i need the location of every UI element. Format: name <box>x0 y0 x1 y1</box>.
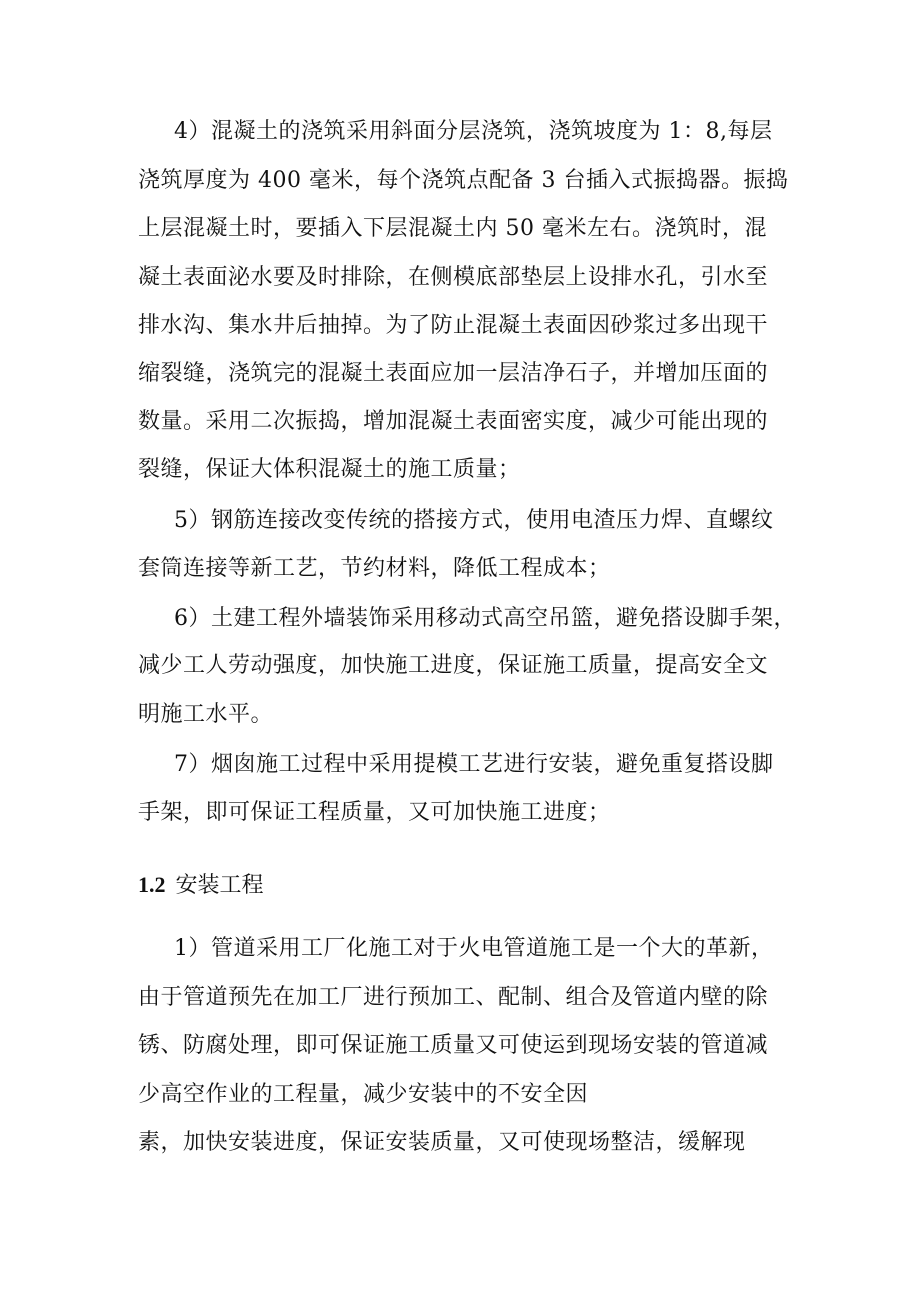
install-para1-line-4: 少高空作业的工程量，减少安装中的不安全因 <box>138 1082 589 1107</box>
para6-line-3: 明施工水平。 <box>138 702 274 727</box>
para6-line-1: 6）土建工程外墙装饰采用移动式高空吊篮，避免搭设脚手架， <box>174 606 796 631</box>
para7-line-2: 手架，即可保证工程质量，又可加快施工进度； <box>138 800 611 825</box>
section-number: 1.2 <box>138 872 166 897</box>
para5-line-2: 套筒连接等新工艺，节约材料，降低工程成本； <box>138 556 611 581</box>
para4-line-1: 4）混凝土的浇筑采用斜面分层浇筑，浇筑坡度为 1：8,每层 <box>174 119 773 144</box>
install-para1-line-5: 素，加快安装进度，保证安装质量，又可使现场整洁，缓解现 <box>138 1130 746 1155</box>
para4-line-6: 缩裂缝，浇筑完的混凝土表面应加一层洁净石子，并增加压面的 <box>138 361 769 386</box>
para4-line-5: 排水沟、集水井后抽掉。为了防止混凝土表面因砂浆过多出现干 <box>138 313 769 338</box>
para6-line-2: 减少工人劳动强度，加快施工进度，保证施工质量，提高安全文 <box>138 653 769 678</box>
para4-line-8: 裂缝，保证大体积混凝土的施工质量； <box>138 457 521 482</box>
install-para1-line-3: 锈、防腐处理，即可保证施工质量又可使运到现场安装的管道减 <box>138 1033 769 1058</box>
install-para1-line-2: 由于管道预先在加工厂进行预加工、配制、组合及管道内壁的除 <box>138 985 769 1010</box>
para4-line-7: 数量。采用二次振捣，增加混凝土表面密实度，减少可能出现的 <box>138 409 769 434</box>
para4-line-4: 凝土表面泌水要及时排除，在侧模底部垫层上设排水孔，引水至 <box>138 265 769 290</box>
para4-line-3: 上层混凝土时，要插入下层混凝土内 50 毫米左右。浇筑时，混 <box>138 216 767 241</box>
install-para1-line-1: 1）管道采用工厂化施工对于火电管道施工是一个大的革新， <box>174 936 774 961</box>
para7-line-1: 7）烟囱施工过程中采用提模工艺进行安装，避免重复搭设脚 <box>174 752 774 777</box>
section-heading <box>138 870 264 901</box>
para4-line-2: 浇筑厚度为 400 毫米，每个浇筑点配备 3 台插入式振捣器。振捣 <box>138 168 789 193</box>
para5-line-1: 5）钢筋连接改变传统的搭接方式，使用电渣压力焊、直螺纹 <box>174 508 774 533</box>
section-title: 安装工程 <box>175 873 264 898</box>
